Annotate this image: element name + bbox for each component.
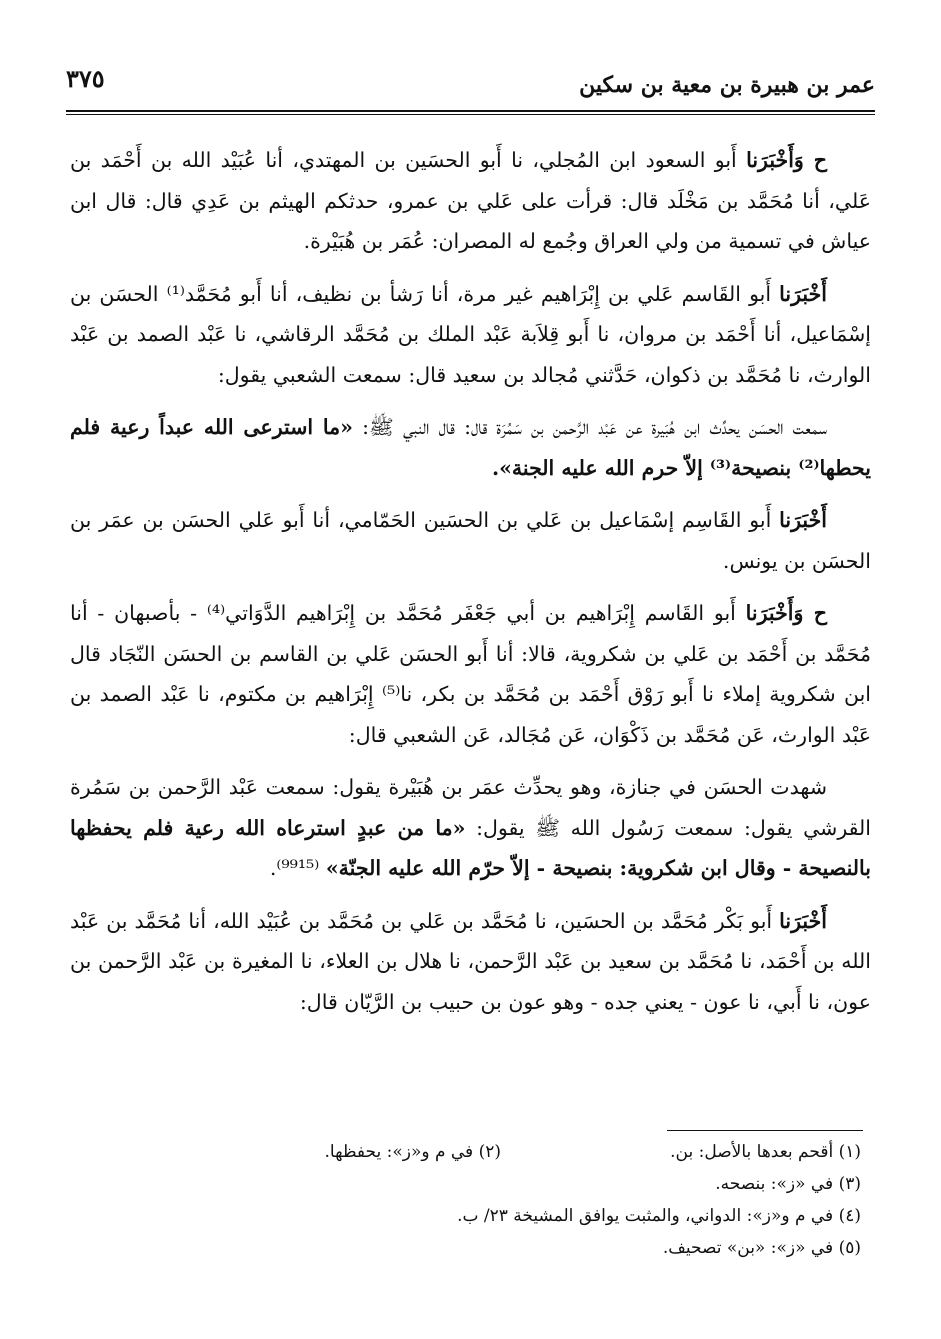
footnote-2: (٢) في م و«ز»: يحفظها. — [324, 1142, 501, 1162]
paragraph-5 — [70, 593, 871, 755]
running-title: عمر بن هبيرة بن معية بن سكين — [579, 72, 875, 98]
paragraph-7 — [70, 901, 871, 1023]
isnad-lead: ح وَأَخْبَرَنا — [746, 148, 827, 172]
hadith-text: «ما استرعى الله عبداً رعية فلم يحطها⁽²⁾ بنصيحة⁽³⁾ إلاّ حرم الله عليه الجنة». — [70, 415, 871, 480]
paragraph-6 — [70, 767, 871, 889]
footnote-row — [70, 1168, 861, 1200]
paragraph-text: أَبو السعود ابن المُجلي، نا أَبو الحسَين بن المهتدي، أنا عُبَيْد الله بن أَحْمَد بن عَلي، أنا مُحَمَّد بن مَخْلَد قال: قرأت على عَلي بن عمرو، حدثكم الهيثم بن عَدِي قال: قال ابن عياش في تسمية من ولي العراق وجُمع له المصران: عُمَر بن هُبَيْرة. — [70, 148, 871, 253]
paragraph-3 — [70, 407, 871, 488]
hadith-text: «ما من عبدٍ استرعاه الله رعية فلم يحفظها بالنصيحة - وقال ابن شكروية: بنصيحة - إلاّ حرّم الله عليه الجنّة» — [70, 815, 871, 880]
isnad-lead: أَخْبَرَنا — [779, 508, 827, 532]
header-rule-thin — [66, 114, 875, 115]
paragraph-text: أَبو بَكْر مُحَمَّد بن الحسَين، نا مُحَمَّد بن عَلي بن مُحَمَّد بن عُبَيْد الله، أنا مُحَمَّد بن عَبْد الله بن أَحْمَد، نا مُحَمَّد بن سعيد بن عَبْد الرَّحمن، نا هلال بن العلاء، نا المغيرة بن عَبْد الرَّحمن بن عون، نا أَبي، نا عون - يعني جده - وهو عون بن حبيب بن الرَّيّان قال: — [70, 908, 871, 1014]
footnotes — [70, 1136, 861, 1264]
main-text — [70, 140, 871, 1034]
footnote-rule — [667, 1130, 863, 1131]
footnote-3: (٣) في «ز»: بنصحه. — [715, 1174, 861, 1194]
isnad-lead: أَخْبَرَنا — [779, 281, 827, 306]
paragraph-text: أَبو القَاسم عَلي بن إِبْرَاهيم غير مرة، أنا رَشأ بن نظيف، أنا أَبو مُحَمَّد⁽¹⁾ الحسَن بن إسْمَاعيل، أنا أَحْمَد بن مروان، نا أَبو قِلاَبة عَبْد الملك بن مُحَمَّد الرقاشي، نا عَبْد الصمد بن عَبْد الوارث، نا مُحَمَّد بن ذكوان، حَدَّثني مُجالد بن سعيد قال: سمعت الشعبي يقول: — [70, 281, 871, 387]
footnote-5: (٥) في «ز»: «بن» تصحيف. — [662, 1238, 861, 1258]
isnad-lead: أَخْبَرَنا — [779, 908, 827, 933]
paragraph-4 — [70, 500, 871, 581]
paragraph-2 — [70, 274, 871, 396]
footnote-row — [70, 1200, 861, 1232]
paragraph-text: أَبو القَاسِم إسْمَاعيل بن عَلي بن الحسَين الحَمّامي، أنا أَبو عَلي الحسَن بن عمَر بن الحسَن بن يونس. — [70, 508, 871, 573]
footnote-row — [70, 1136, 861, 1168]
isnad-lead: ح وَأَخْبَرَنا — [745, 601, 827, 625]
paragraph-text: سمعت الحسَن يحدِّث ابن هُبَيرة عن عَبْد الرَّحمن بن سَمُرَة قال: قال النبي ﷺ: — [362, 415, 827, 439]
paragraph-text: شهدت الحسَن في جنازة، وهو يحدِّث عمَر بن هُبَيْرة يقول: سمعت عَبْد الرَّحمن بن سَمُرة القرشي يقول: سمعت رَسُول الله ﷺ يقول: — [70, 775, 871, 840]
header-rule — [66, 110, 875, 112]
footnote-1: (١) أقحم بعدها بالأصل: بن. — [670, 1142, 861, 1162]
hadith-number: ⁽⁹⁹¹⁵⁾. — [269, 856, 320, 880]
page-number: ٣٧٥ — [66, 64, 105, 93]
footnote-row — [70, 1232, 861, 1264]
paragraph-1 — [70, 140, 871, 262]
paragraph-text: أَبو القَاسم إِبْرَاهيم بن أبي جَعْفَر مُحَمَّد بن إِبْرَاهيم الدَّوَاتي⁽⁴⁾ - بأصبهان - أنا مُحَمَّد بن أَحْمَد بن عَلي بن شكروية، قالا: أنا أَبو الحسَن عَلي بن القاسم بن الحسَن النّجَاد قال ابن شكروية إملاء نا أَبو رَوْق أَحْمَد بن مُحَمَّد بن بكر، نا⁽⁵⁾ إِبْرَاهيم بن مكتوم، نا عَبْد الصمد بن عَبْد الوارث، عَن مُحَمَّد بن ذَكْوَان، عَن مُجَالد، عَن الشعبي قال: — [70, 601, 871, 747]
footnote-4: (٤) في م و«ز»: الدواني، والمثبت يوافق المشيخة ٢٣/ ب. — [457, 1206, 861, 1226]
page-header — [60, 58, 875, 108]
